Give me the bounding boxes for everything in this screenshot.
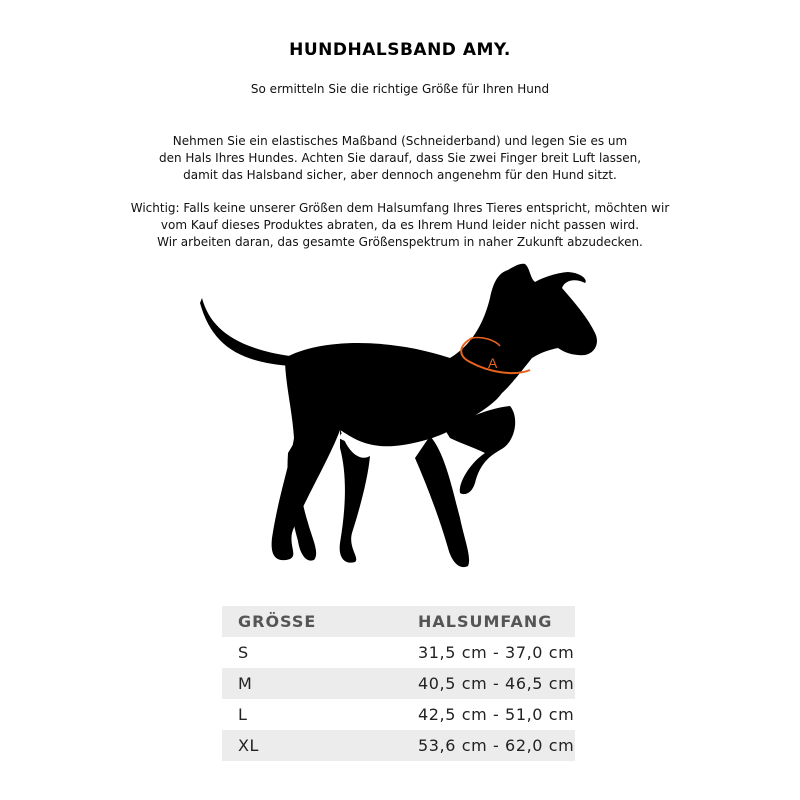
dog-body	[272, 264, 597, 560]
warning-line: Wir arbeiten daran, das gesamte Größenspektrum in naher Zukunft abzudecken.	[157, 235, 643, 249]
table-row	[222, 668, 575, 699]
instructions-line: Nehmen Sie ein elastisches Maßband (Schneiderband) und legen Sie es um	[172, 134, 628, 148]
neck-cell: 31,5 cm - 37,0 cm	[418, 643, 575, 662]
size-cell: S	[238, 643, 249, 662]
table-row	[222, 637, 575, 668]
neck-cell: 40,5 cm - 46,5 cm	[418, 674, 575, 693]
neck-cell: 42,5 cm - 51,0 cm	[418, 705, 575, 724]
size-cell: XL	[238, 736, 260, 755]
size-table	[222, 606, 575, 761]
column-header-neck: HALSUMFANG	[418, 612, 553, 631]
table-header-row	[222, 606, 575, 637]
instructions-line: damit das Halsband sicher, aber dennoch angenehm für den Hund sitzt.	[183, 168, 617, 182]
size-cell: M	[238, 674, 253, 693]
size-cell: L	[238, 705, 248, 724]
neck-marker-label: A	[488, 355, 498, 371]
dog-front-leg	[415, 436, 469, 567]
column-header-size: GRÖSSE	[238, 612, 317, 631]
instructions-line: den Hals Ihres Hundes. Achten Sie darauf, dass Sie zwei Finger breit Luft lassen,	[158, 151, 642, 165]
dog-illustration	[190, 258, 610, 578]
page-subtitle: So ermitteln Sie die richtige Größe für Ihren Hund	[250, 82, 550, 96]
dog-hind-leg	[340, 428, 370, 563]
neck-cell: 53,6 cm - 62,0 cm	[418, 736, 575, 755]
instructions-paragraph	[0, 133, 800, 184]
table-row	[222, 730, 575, 761]
warning-paragraph	[0, 200, 800, 251]
dog-tail	[200, 298, 290, 366]
page-title: HUNDHALSBAND AMY.	[289, 40, 511, 60]
table-row	[222, 699, 575, 730]
warning-line: Wichtig: Falls keine unserer Größen dem Halsumfang Ihres Tieres entspricht, möchten wir	[130, 201, 670, 215]
warning-line: vom Kauf dieses Produktes abraten, da es Ihrem Hund leider nicht passen wird.	[160, 218, 640, 232]
